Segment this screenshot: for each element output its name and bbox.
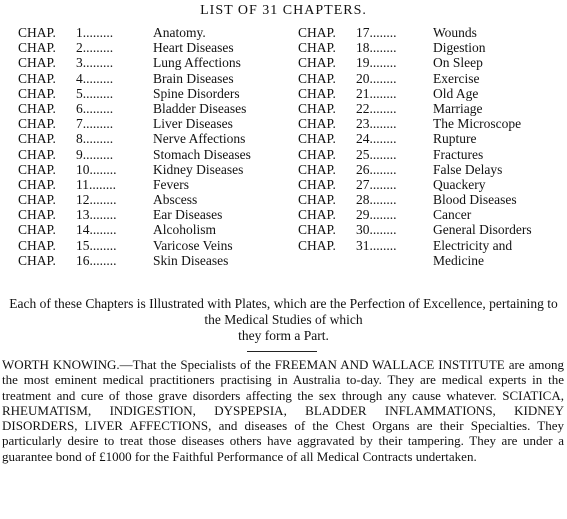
chapter-subject: Varicose Veins: [153, 237, 233, 253]
chapter-label: CHAP.: [298, 100, 336, 116]
chapter-number: 9.........: [76, 146, 114, 162]
chapter-number: 31........: [356, 237, 397, 253]
chapter-label: CHAP.: [298, 116, 336, 132]
chapter-number: 2.........: [76, 40, 114, 56]
chapter-number: 13........: [76, 207, 117, 223]
chapter-subject: Bladder Diseases: [153, 100, 247, 116]
chapter-number: 3.........: [76, 55, 114, 71]
chapter-row: [298, 116, 564, 131]
chapter-subject: Abscess: [153, 192, 198, 208]
chapter-label: CHAP.: [298, 25, 336, 40]
chapter-label: CHAP.: [298, 237, 336, 253]
chapter-subject: Quackery: [433, 176, 486, 192]
chapter-list-right: [298, 25, 564, 268]
divider-rule: [247, 351, 317, 352]
chapter-subject: On Sleep: [433, 55, 483, 71]
chapter-subject: Rupture: [433, 131, 477, 147]
chapter-label: CHAP.: [18, 252, 56, 268]
chapter-row: [298, 177, 564, 192]
chapter-number: 10........: [76, 161, 117, 177]
chapter-label: CHAP.: [18, 100, 56, 116]
chapter-row: [18, 162, 288, 177]
chapter-row: [18, 192, 288, 207]
chapter-row: [18, 207, 288, 222]
chapter-label: CHAP.: [18, 207, 56, 223]
chapter-row: [18, 40, 288, 55]
chapter-number: 1.........: [76, 25, 114, 40]
chapter-label: CHAP.: [18, 25, 56, 40]
chapter-label: CHAP.: [18, 192, 56, 208]
chapter-subject: Fractures: [433, 146, 484, 162]
chapter-number: 20........: [356, 70, 397, 86]
chapter-number: 19........: [356, 55, 397, 71]
chapter-subject: Cancer: [433, 207, 472, 223]
chapter-number: 27........: [356, 176, 397, 192]
chapter-subject: Lung Affections: [153, 55, 241, 71]
chapter-subject: Blood Diseases: [433, 192, 517, 208]
chapter-row: [298, 162, 564, 177]
chapter-number: 12........: [76, 192, 117, 208]
chapter-subject: General Disorders: [433, 222, 532, 238]
chapter-row: [18, 222, 288, 237]
chapter-label: CHAP.: [18, 40, 56, 56]
chapter-number: 28........: [356, 192, 397, 208]
chapter-label: CHAP.: [298, 207, 336, 223]
chapter-list-left: [18, 25, 288, 268]
chapter-row: [298, 147, 564, 162]
chapter-row: [298, 86, 564, 101]
chapter-row: [18, 55, 288, 70]
chapter-label: CHAP.: [298, 146, 336, 162]
plates-note-line-1: Each of these Chapters is Illustrated with Plates, which are the Perfection of Excellence, pertaining to the Medical Studies of which: [9, 296, 558, 327]
chapter-number: 14........: [76, 222, 117, 238]
chapter-row: [18, 86, 288, 101]
chapter-label: CHAP.: [298, 85, 336, 101]
chapter-subject: Exercise: [433, 70, 480, 86]
chapter-number: 16........: [76, 252, 117, 268]
chapter-row: [18, 238, 288, 253]
chapter-row: [298, 192, 564, 207]
chapter-number: 8.........: [76, 131, 114, 147]
chapter-number: 26........: [356, 161, 397, 177]
chapter-subject: Nerve Affections: [153, 131, 246, 147]
chapter-row: [18, 253, 288, 268]
chapter-subject: Wounds: [433, 25, 477, 40]
chapter-row: [18, 147, 288, 162]
chapter-row: [298, 207, 564, 222]
chapter-row: [18, 131, 288, 146]
chapter-label: CHAP.: [18, 131, 56, 147]
chapter-number: 30........: [356, 222, 397, 238]
chapter-number: 17........: [356, 25, 397, 40]
chapter-label: CHAP.: [298, 176, 336, 192]
chapter-number: 23........: [356, 116, 397, 132]
chapter-number: 24........: [356, 131, 397, 147]
chapter-subject: Electricity and: [433, 237, 513, 253]
chapter-subject: Liver Diseases: [153, 116, 233, 132]
chapter-subject: Heart Diseases: [153, 40, 234, 56]
chapter-row: [298, 40, 564, 55]
chapter-number: 5.........: [76, 85, 114, 101]
chapter-subject: Marriage: [433, 100, 483, 116]
chapter-row: [298, 131, 564, 146]
chapter-row: [18, 101, 288, 116]
chapter-label: CHAP.: [18, 85, 56, 101]
chapter-label: CHAP.: [18, 146, 56, 162]
chapter-subject: Anatomy.: [153, 25, 206, 40]
chapter-number: 7.........: [76, 116, 114, 132]
chapter-label: CHAP.: [298, 55, 336, 71]
chapter-row: [18, 71, 288, 86]
chapter-subject: Kidney Diseases: [153, 161, 244, 177]
plates-note-line-2: they form a Part.: [238, 328, 329, 343]
chapter-subject: Stomach Diseases: [153, 146, 251, 162]
chapter-number: 29........: [356, 207, 397, 223]
chapter-number: 25........: [356, 146, 397, 162]
chapter-number: 22........: [356, 100, 397, 116]
chapter-label: CHAP.: [298, 131, 336, 147]
chapter-label: CHAP.: [18, 116, 56, 132]
chapter-label: CHAP.: [18, 55, 56, 71]
chapter-label: CHAP.: [18, 161, 56, 177]
chapter-label: CHAP.: [298, 222, 336, 238]
chapter-label: CHAP.: [298, 161, 336, 177]
chapter-subject: Spine Disorders: [153, 85, 240, 101]
chapter-subject: Skin Diseases: [153, 252, 229, 268]
chapter-row: [18, 25, 288, 40]
chapter-number: 6.........: [76, 100, 114, 116]
chapter-number: 4.........: [76, 70, 114, 86]
chapter-row: [298, 101, 564, 116]
chapter-subject: The Microscope: [433, 116, 522, 132]
chapter-row: [298, 222, 564, 237]
chapter-label: CHAP.: [18, 237, 56, 253]
chapter-continuation: Medicine: [433, 252, 484, 268]
chapter-row: [298, 238, 564, 253]
chapter-row: [18, 116, 288, 131]
chapter-subject: Fevers: [153, 176, 189, 192]
worth-knowing-text: WORTH KNOWING.—That the Specialists of the FREEMAN AND WALLACE INSTITUTE are among the most eminent medical practitioners practising in Australia to-day. They are medical experts in the treatment and cure of those grave disorders affecting the sex through any cause whatever. SCIATICA, RHEUMATISM, INDIGESTION, DYSPEPSIA, BLADDER INFLAMMATIONS, KIDNEY DISORDERS, LIVER AFFECTIONS, and diseases of the Chest Organs are their Specialties. They particularly desire to treat those diseases others have aggravated by their tampering. They are under a guarantee bond of £1000 for the Faithful Performance of all Medical Contracts undertaken.: [2, 357, 564, 464]
chapter-number: 11........: [76, 176, 116, 192]
chapter-subject: Alcoholism: [153, 222, 216, 238]
chapter-label: CHAP.: [18, 176, 56, 192]
chapter-label: CHAP.: [298, 192, 336, 208]
chapter-row: [298, 25, 564, 40]
chapter-subject: Ear Diseases: [153, 207, 223, 223]
chapter-label: CHAP.: [18, 70, 56, 86]
chapter-label: CHAP.: [18, 222, 56, 238]
plates-note: [0, 296, 567, 344]
chapter-row: [18, 177, 288, 192]
chapter-number: 21........: [356, 85, 397, 101]
chapter-number: 18........: [356, 40, 397, 56]
chapter-row: [298, 55, 564, 70]
page-title: LIST OF 31 CHAPTERS.: [200, 3, 367, 18]
chapter-number: 15........: [76, 237, 117, 253]
chapter-subject: Brain Diseases: [153, 70, 234, 86]
chapter-subject: Digestion: [433, 40, 486, 56]
chapter-label: CHAP.: [298, 70, 336, 86]
chapter-row: [298, 71, 564, 86]
chapter-subject: Old Age: [433, 85, 479, 101]
chapter-label: CHAP.: [298, 40, 336, 56]
chapter-subject: False Delays: [433, 161, 503, 177]
worth-knowing-paragraph: [2, 357, 564, 464]
